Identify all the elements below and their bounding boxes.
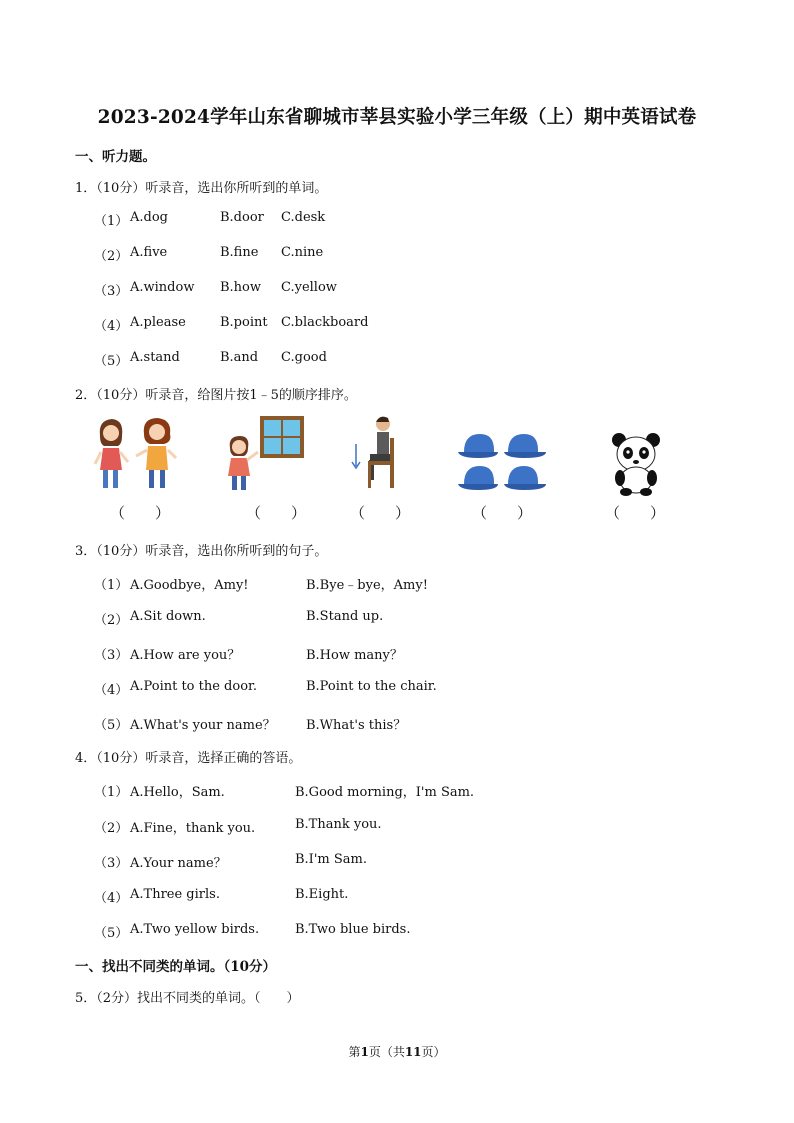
q4-item-1-number: （1） (94, 785, 129, 800)
q4-item-4-option-b: B.Eight. (295, 887, 349, 902)
q1-item-2-number: （2） (94, 249, 129, 264)
q3-item-3-number: （3） (94, 648, 129, 663)
q3-item-5-option-b: B.What's this？ (306, 718, 407, 733)
section-heading-odd-one-out: 一、找出不同类的单词。（10分） (75, 959, 277, 975)
q4-item-2-option-b: B.Thank you. (295, 817, 382, 832)
q4-item-2-option-a: A.Fine，thank you. (130, 821, 256, 836)
q4-item-3-number: （3） (94, 856, 129, 871)
page-title: 2023-2024学年山东省聊城市莘县实验小学三年级（上）期中英语试卷 (97, 107, 697, 128)
q1-item-3-option-a: A.window (130, 280, 195, 295)
q3-item-4-number: （4） (94, 683, 129, 698)
footer-total-pages: 11 (404, 1045, 422, 1059)
q1-item-4-number: （4） (94, 319, 129, 334)
q1-item-4-option-a: A.please (130, 315, 186, 330)
question-1-heading: 1．（10分）听录音，选出你所听到的单词。 (75, 181, 328, 196)
two-girls-icon (92, 414, 182, 494)
page-footer (0, 1043, 794, 1060)
q1-item-5-option-c: C.good (281, 350, 327, 365)
footer-middle: 页（共 (368, 1045, 405, 1059)
question-5-heading: 5．（2分）找出不同类的单词。（ ） (75, 991, 300, 1006)
footer-page-number: 1 (360, 1045, 369, 1059)
q1-item-1-option-b: B.door (220, 210, 264, 225)
q3-item-1-option-a: A.Goodbye，Amy! (130, 578, 249, 593)
q3-item-3-option-a: A.How are you？ (130, 648, 241, 663)
girl-window-icon (222, 414, 312, 494)
q1-item-3-option-b: B.how (220, 280, 262, 295)
q3-item-1-option-b: B.Bye﹣bye，Amy! (306, 578, 428, 593)
q3-item-1-number: （1） (94, 578, 129, 593)
q1-item-5-option-b: B.and (220, 350, 259, 365)
boy-sit-down-icon (350, 414, 410, 494)
q1-item-5-option-a: A.stand (130, 350, 180, 365)
q4-item-5-number: （5） (94, 926, 129, 941)
q1-item-2-option-a: A.five (130, 245, 168, 260)
four-caps-icon (458, 430, 550, 494)
q2-answer-blank-1[interactable]: （ ） (110, 504, 171, 522)
q2-answer-blank-3[interactable]: （ ） (350, 504, 411, 522)
q4-item-5-option-a: A.Two yellow birds. (130, 922, 260, 937)
q4-item-2-number: （2） (94, 821, 129, 836)
panda-icon (610, 432, 662, 496)
q1-item-4-option-c: C.blackboard (281, 315, 369, 330)
q2-answer-blank-5[interactable]: （ ） (605, 504, 666, 522)
q1-item-4-option-b: B.point (220, 315, 268, 330)
footer-suffix: 页） (421, 1045, 446, 1059)
q3-item-5-option-a: A.What's your name？ (130, 718, 276, 733)
q2-answer-blank-2[interactable]: （ ） (246, 504, 307, 522)
question-2-heading: 2．（10分）听录音，给图片按1﹣5的顺序排序。 (75, 388, 357, 403)
footer-prefix: 第 (348, 1045, 361, 1059)
q3-item-5-number: （5） (94, 718, 129, 733)
q3-item-4-option-b: B.Point to the chair. (306, 679, 437, 694)
q1-item-2-option-c: C.nine (281, 245, 324, 260)
q1-item-1-option-a: A.dog (130, 210, 168, 225)
q4-item-3-option-a: A.Your name？ (130, 856, 227, 871)
q1-item-1-number: （1） (94, 214, 129, 229)
q3-item-2-number: （2） (94, 613, 129, 628)
q1-item-3-number: （3） (94, 284, 129, 299)
q4-item-5-option-b: B.Two blue birds. (295, 922, 411, 937)
q3-item-2-option-b: B.Stand up. (306, 609, 384, 624)
q1-item-1-option-c: C.desk (281, 210, 326, 225)
q3-item-2-option-a: A.Sit down. (130, 609, 206, 624)
question-4-heading: 4．（10分）听录音，选择正确的答语。 (75, 751, 302, 766)
q4-item-3-option-b: B.I'm Sam. (295, 852, 367, 867)
q4-item-4-number: （4） (94, 891, 129, 906)
q4-item-4-option-a: A.Three girls. (130, 887, 220, 902)
q3-item-3-option-b: B.How many？ (306, 648, 403, 663)
q1-item-3-option-c: C.yellow (281, 280, 337, 295)
question-3-heading: 3．（10分）听录音，选出你所听到的句子。 (75, 544, 328, 559)
q2-answer-blank-4[interactable]: （ ） (472, 504, 533, 522)
section-heading-listening: 一、听力题。 (75, 149, 156, 165)
q1-item-2-option-b: B.fine (220, 245, 259, 260)
q1-item-5-number: （5） (94, 354, 129, 369)
q3-item-4-option-a: A.Point to the door. (130, 679, 257, 694)
q4-item-1-option-a: A.Hello，Sam. (130, 785, 225, 800)
q4-item-1-option-b: B.Good morning，I'm Sam. (295, 785, 475, 800)
